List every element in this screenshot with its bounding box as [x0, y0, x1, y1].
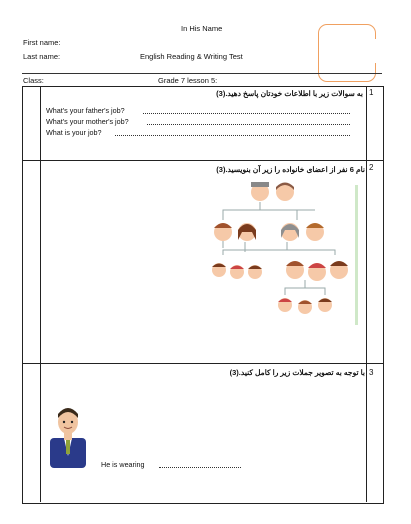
mother-job-prompt: What's your mother's job?	[46, 117, 129, 126]
question-number-2: 2	[369, 163, 374, 172]
question-2-instruction: نام 6 نفر از اعضای خانواده را زیر آن بنویسید.(3)	[216, 165, 365, 174]
family-tree-illustration	[205, 180, 365, 325]
last-name-label: Last name:	[23, 52, 61, 61]
class-label: Class:	[23, 76, 44, 85]
man-in-suit-illustration	[44, 408, 92, 468]
left-column-divider	[40, 86, 41, 502]
row-divider-2	[22, 363, 383, 364]
document-title: In His Name	[181, 24, 223, 33]
your-job-answer-field[interactable]	[115, 129, 350, 136]
question-3-sentence	[101, 460, 145, 469]
question-number-1: 1	[369, 88, 374, 97]
your-job-prompt: What is your job?	[46, 128, 102, 137]
mother-job-answer-field[interactable]	[147, 118, 350, 125]
he-is-wearing-text: He is wearing	[101, 460, 145, 469]
father-job-prompt: What's your father's job?	[46, 106, 125, 115]
question-1-line-1	[46, 106, 125, 115]
question-3-instruction: با توجه به تصویر جملات زیر را کامل کنید.(3)	[229, 368, 365, 377]
number-column-divider	[366, 86, 367, 502]
question-1-line-3	[46, 128, 102, 137]
header-divider	[22, 73, 382, 74]
test-title: English Reading & Writing Test	[140, 52, 243, 61]
question-1-line-2	[46, 117, 129, 126]
wearing-answer-field[interactable]	[159, 461, 241, 468]
first-name-label: First name:	[23, 38, 61, 47]
row-divider-1	[22, 160, 383, 161]
question-1-instruction: به سوالات زیر با اطلاعات خودتان پاسخ دهید.(3)	[216, 89, 363, 98]
grade-lesson-label: Grade 7 lesson 5:	[158, 76, 218, 85]
father-job-answer-field[interactable]	[143, 107, 350, 114]
question-number-3: 3	[369, 368, 374, 377]
